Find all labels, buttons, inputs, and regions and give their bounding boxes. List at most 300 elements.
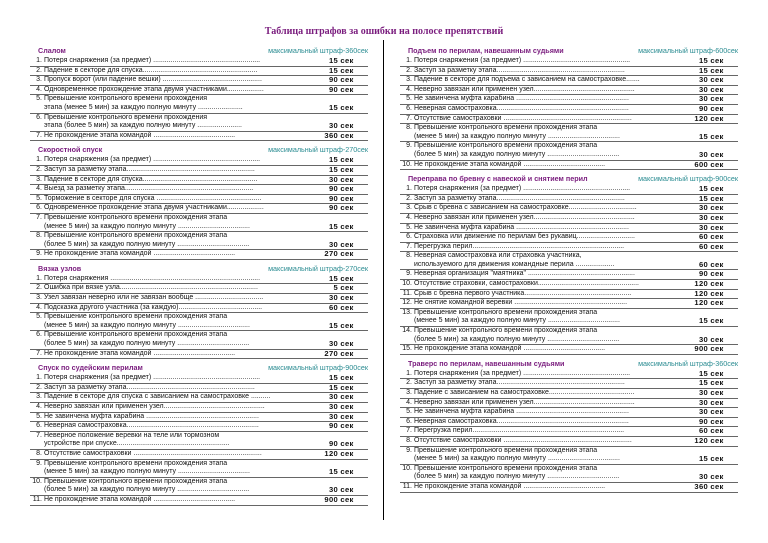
penalty-row	[30, 350, 368, 360]
penalty-seconds: 120	[694, 113, 708, 123]
penalty-unit: сек	[710, 103, 724, 113]
item-number: 11.	[32, 495, 42, 503]
penalty-unit: сек	[710, 344, 724, 354]
penalty-row	[30, 156, 368, 166]
penalty-seconds: 15	[698, 193, 708, 203]
penalty-value	[672, 418, 738, 427]
penalty-value	[302, 384, 368, 393]
penalty-value	[672, 185, 738, 194]
penalty-seconds: 15	[698, 316, 708, 326]
item-text: Неверно завязан или применен узел....................................................	[414, 85, 635, 93]
penalty-value	[672, 483, 738, 492]
penalty-seconds: 30	[698, 94, 708, 104]
item-number: 5.	[406, 95, 412, 103]
penalty-row	[400, 185, 738, 195]
penalty-row	[400, 233, 738, 243]
item-number: 6.	[406, 417, 412, 425]
item-number: 3.	[36, 294, 42, 302]
item-number: 11.	[402, 289, 412, 297]
penalty-unit: сек	[710, 131, 724, 141]
item-text: Потеря снаряжения (за предмет) .......................................................	[44, 374, 261, 382]
penalty-value	[672, 115, 738, 124]
penalty-seconds: 30	[328, 293, 338, 303]
item-number: 3.	[406, 76, 412, 84]
item-number: 10.	[32, 477, 42, 485]
item-text: Превышение контрольного времени прохождения этапа (более 5 мин) за каждую полную минуту .....................................	[44, 477, 250, 494]
item-number: 6.	[36, 422, 42, 430]
column-divider	[383, 40, 384, 520]
penalty-value	[302, 241, 368, 250]
penalty-seconds: 30	[698, 75, 708, 85]
penalty-unit: сек	[710, 368, 724, 378]
item-text: Превышение контрольного времени прохождения этапа (более 5 мин) за каждую полную минуту .....................................	[414, 464, 620, 481]
penalty-value	[672, 437, 738, 446]
item-number: 1.	[406, 185, 412, 193]
penalty-seconds: 360	[694, 481, 708, 491]
item-text: Не завинчена муфта карабина ..........................................................	[414, 223, 629, 231]
item-number: 3.	[406, 389, 412, 396]
penalty-unit: сек	[710, 472, 724, 482]
penalty-row	[30, 294, 368, 304]
section-title: Траверс по перилам, навешанным судьями	[408, 358, 565, 368]
penalty-row	[30, 331, 368, 349]
penalty-value	[672, 57, 738, 66]
penalty-unit: сек	[340, 467, 354, 477]
penalty-row	[30, 313, 368, 331]
penalty-value	[672, 290, 738, 299]
penalty-unit: сек	[340, 339, 354, 349]
penalty-seconds: 30	[328, 485, 338, 495]
item-text: Срыв с бревна с зависанием на самостраховке...................................	[414, 204, 637, 212]
penalty-value	[302, 496, 368, 505]
item-number: 5.	[36, 95, 42, 103]
item-text: Превышение контрольного времени прохождения этапа (менее 5 мин) за каждую полную минуту .....................................	[414, 124, 620, 140]
penalty-value	[302, 185, 368, 194]
penalty-unit: сек	[340, 348, 354, 358]
section-header	[30, 363, 368, 373]
penalty-unit: сек	[340, 273, 354, 283]
item-text: Потеря снаряжения (за предмет) .......................................................	[414, 57, 631, 64]
penalty-unit: сек	[340, 249, 354, 259]
penalty-unit: сек	[710, 75, 724, 85]
section-title: Подъем по перилам, навешанным судьями	[408, 46, 564, 55]
item-number: 13.	[402, 308, 412, 316]
item-text: Падение с зависанием на самостраховке............................................	[414, 389, 635, 396]
item-text: Одновременное прохождение этапа двумя участниками...................	[44, 85, 264, 93]
penalty-unit: сек	[340, 84, 354, 94]
penalty-seconds: 30	[698, 407, 708, 417]
item-number: 2.	[406, 379, 412, 387]
penalty-value	[302, 304, 368, 313]
penalty-section	[30, 363, 368, 505]
item-number: 10.	[402, 280, 412, 288]
penalty-value	[672, 105, 738, 114]
penalty-unit: сек	[340, 392, 354, 402]
penalty-seconds: 30	[328, 392, 338, 402]
item-number: 9.	[406, 446, 412, 454]
penalty-value	[672, 86, 738, 95]
item-number: 2.	[36, 66, 42, 74]
penalty-row	[30, 86, 368, 96]
item-text: Неверная самостраховка....................................................................	[414, 104, 629, 112]
penalty-unit: сек	[710, 454, 724, 464]
penalty-row	[400, 243, 738, 253]
item-number: 4.	[406, 85, 412, 93]
penalty-seconds: 60	[698, 241, 708, 251]
penalty-seconds: 30	[328, 339, 338, 349]
penalty-row	[400, 86, 738, 96]
item-text: Не завинчена муфта карабина ..........................................................	[44, 412, 259, 420]
penalty-value	[672, 336, 738, 345]
item-number: 5.	[36, 313, 42, 321]
penalty-row	[400, 309, 738, 327]
item-text: Превышение контрольного времени прохождения этапа (менее 5 мин) за каждую полную минуту .....................................	[44, 213, 250, 230]
penalty-value	[302, 284, 368, 293]
penalty-row	[30, 384, 368, 394]
penalty-value	[302, 393, 368, 402]
item-text: Перегрузка перил..............................................................................	[414, 242, 625, 250]
item-text: Потеря снаряжения (за предмет) .......................................................	[44, 156, 261, 164]
penalty-unit: сек	[340, 193, 354, 203]
penalty-row	[30, 132, 368, 142]
item-number: 8.	[406, 252, 412, 260]
penalty-value	[672, 317, 738, 326]
penalty-seconds: 30	[698, 222, 708, 232]
item-number: 3.	[36, 393, 42, 401]
penalty-seconds: 15	[328, 221, 338, 231]
penalty-value	[672, 224, 738, 233]
item-text: Потеря снаряжения (за предмет) .......................................................	[44, 57, 261, 64]
item-text: Превышение контрольного времени прохождения этапа (более 5 мин) за каждую полную минуту .....................................	[44, 331, 250, 348]
penalty-row	[400, 204, 738, 214]
penalty-seconds: 15	[698, 184, 708, 194]
item-text: Заступ за разметку этапа..................................................................	[414, 66, 625, 74]
item-text: Неверная самостраховка....................................................................	[44, 422, 259, 430]
penalty-unit: сек	[710, 259, 724, 269]
item-number: 2.	[406, 66, 412, 74]
penalty-unit: сек	[340, 293, 354, 303]
penalty-row	[400, 379, 738, 389]
penalty-unit: сек	[710, 184, 724, 194]
item-number: 7.	[36, 349, 42, 357]
penalty-unit: сек	[710, 416, 724, 426]
penalty-seconds: 15	[328, 467, 338, 477]
item-text: Отсутствие страховки, самостраховки....................................................	[414, 280, 639, 288]
penalty-seconds: 15	[698, 368, 708, 378]
penalty-unit: сек	[340, 121, 354, 131]
penalty-seconds: 90	[328, 193, 338, 203]
penalty-value	[672, 195, 738, 204]
penalty-unit: сек	[340, 102, 354, 112]
penalty-seconds: 90	[328, 184, 338, 194]
penalty-row	[400, 252, 738, 270]
penalty-section	[400, 46, 738, 170]
penalty-seconds: 30	[698, 203, 708, 213]
penalty-row	[30, 374, 368, 384]
penalty-unit: сек	[340, 283, 354, 293]
penalty-value	[302, 350, 368, 359]
item-number: 4.	[406, 213, 412, 221]
item-text: Неверно завязан или применен узел....................................................	[44, 403, 265, 410]
item-number: 7.	[406, 427, 412, 435]
penalty-row	[30, 304, 368, 314]
penalty-value	[672, 67, 738, 76]
penalty-seconds: 120	[694, 279, 708, 289]
section-title: Слалом	[38, 46, 66, 55]
penalty-row	[400, 418, 738, 428]
penalty-row	[30, 176, 368, 186]
penalty-seconds: 15	[328, 273, 338, 283]
penalty-seconds: 15	[698, 378, 708, 388]
item-number: 4.	[36, 403, 42, 410]
penalty-unit: сек	[710, 84, 724, 94]
penalty-row	[400, 408, 738, 418]
item-number: 7.	[36, 431, 42, 439]
item-number: 10.	[402, 464, 412, 472]
item-number: 6.	[406, 104, 412, 112]
penalty-row	[30, 232, 368, 250]
penalty-unit: сек	[710, 222, 724, 232]
penalty-value	[672, 233, 738, 242]
item-text: Отсутствие самостраховки ..................................................................	[414, 114, 632, 122]
penalty-unit: сек	[710, 56, 724, 65]
penalty-row	[400, 224, 738, 234]
penalty-value	[302, 294, 368, 303]
item-text: Не прохождение этапа командой ..........................................	[414, 345, 606, 353]
penalty-value	[302, 204, 368, 213]
item-number: 7.	[36, 213, 42, 221]
penalty-row	[30, 57, 368, 67]
penalty-seconds: 120	[694, 435, 708, 445]
penalty-unit: сек	[710, 65, 724, 75]
page-title: Таблица штрафов за ошибки на полосе препятствий	[264, 26, 504, 37]
penalty-unit: сек	[710, 159, 724, 169]
section-title: Вязка узлов	[38, 263, 82, 273]
item-text: Превышение контрольного времени прохождения этапа (менее 5 мин) за каждую полную минуту .....................................	[44, 313, 250, 329]
penalty-seconds: 270	[324, 348, 338, 358]
penalty-unit: сек	[340, 494, 354, 504]
item-text: Торможение в секторе для спуска ......................................................	[44, 194, 262, 202]
item-number: 4.	[406, 398, 412, 406]
item-number: 9.	[406, 142, 412, 150]
item-number: 6.	[36, 113, 42, 121]
item-number: 9.	[406, 270, 412, 278]
item-number: 5.	[36, 194, 42, 202]
penalty-value	[302, 450, 368, 459]
item-text: Не завинчена муфта карабина ..........................................................	[414, 408, 629, 416]
penalty-unit: сек	[710, 397, 724, 407]
penalty-row	[30, 496, 368, 506]
item-text: Превышение контрольного времени прохождения этапа (более 5 мин) за каждую полную минуту .....................................	[414, 142, 620, 158]
penalty-row	[400, 142, 738, 160]
penalty-value	[672, 455, 738, 464]
penalty-value	[302, 422, 368, 431]
item-text: Отсутствие самостраховки ..................................................................	[44, 449, 262, 457]
penalty-seconds: 90	[328, 439, 338, 449]
penalty-seconds: 900	[694, 344, 708, 354]
penalty-value	[672, 473, 738, 482]
penalty-section	[30, 145, 368, 260]
penalty-value	[302, 250, 368, 259]
penalty-value	[302, 374, 368, 383]
penalty-unit: сек	[340, 439, 354, 449]
penalty-seconds: 30	[328, 411, 338, 421]
item-text: Заступ за разметку этапа..................................................................	[414, 194, 625, 202]
item-text: Перегрузка перил..............................................................................	[414, 427, 625, 435]
item-text: Выезд за разметку этапа..................................................................	[44, 185, 254, 193]
penalty-value	[302, 176, 368, 185]
penalty-value	[302, 403, 368, 412]
penalty-seconds: 90	[328, 421, 338, 431]
item-number: 4.	[36, 85, 42, 93]
penalty-section	[400, 359, 738, 493]
penalty-row	[400, 195, 738, 205]
penalty-unit: сек	[710, 288, 724, 298]
penalty-section	[400, 174, 738, 355]
penalty-row	[30, 284, 368, 294]
penalty-value	[672, 161, 738, 170]
penalty-unit: сек	[710, 94, 724, 104]
penalty-unit: сек	[340, 174, 354, 184]
item-text: Потеря снаряжения .............................................................................	[44, 274, 261, 282]
penalty-value	[672, 408, 738, 417]
penalty-value	[302, 413, 368, 422]
penalty-row	[30, 403, 368, 413]
penalty-value	[672, 270, 738, 279]
penalty-unit: сек	[340, 402, 354, 411]
item-number: 8.	[36, 449, 42, 457]
penalty-unit: сек	[340, 373, 354, 383]
item-number: 6.	[36, 204, 42, 212]
penalty-unit: сек	[340, 421, 354, 431]
item-number: 1.	[36, 57, 42, 64]
penalty-seconds: 30	[698, 472, 708, 482]
penalty-value	[672, 243, 738, 252]
penalty-row	[30, 114, 368, 132]
item-number: 15.	[402, 345, 412, 353]
penalty-unit: сек	[710, 241, 724, 251]
penalty-seconds: 600	[694, 159, 708, 169]
penalty-seconds: 270	[324, 249, 338, 259]
penalty-row	[30, 393, 368, 403]
item-text: Не прохождение этапа командой ..........................................	[44, 250, 236, 258]
item-number: 2.	[36, 284, 42, 292]
penalty-row	[30, 95, 368, 113]
left-column	[30, 46, 368, 510]
penalty-seconds: 60	[698, 232, 708, 242]
penalty-value	[672, 261, 738, 270]
item-text: Не завинчена муфта карабина ..........................................................	[414, 95, 629, 103]
section-max-penalty: максимальный штраф-270сек	[268, 145, 368, 155]
section-header	[400, 174, 738, 184]
penalty-seconds: 60	[328, 302, 338, 312]
item-text: Падение в секторе для спуска с зависанием на самостраховке ..........	[44, 393, 271, 401]
penalty-value	[672, 299, 738, 308]
penalty-seconds: 30	[698, 388, 708, 397]
penalty-seconds: 30	[328, 402, 338, 411]
item-text: Ошибка при вязке узла.......................................................................	[44, 284, 258, 292]
penalty-row	[400, 299, 738, 309]
penalty-value	[302, 486, 368, 495]
penalty-unit: сек	[340, 411, 354, 421]
penalty-row	[400, 270, 738, 280]
item-text: Одновременное прохождение этапа двумя участниками...................	[44, 204, 264, 212]
penalty-row	[400, 290, 738, 300]
item-number: 5.	[406, 223, 412, 231]
penalty-value	[672, 370, 738, 379]
penalty-seconds: 30	[328, 174, 338, 184]
item-text: Превышение контрольного времени прохождения этапа (менее 5 мин) за каждую полную минуту .....................................	[414, 308, 620, 325]
item-number: 5.	[406, 408, 412, 416]
item-number: 2.	[406, 194, 412, 202]
penalty-unit: сек	[340, 221, 354, 231]
penalty-seconds: 360	[324, 130, 338, 140]
penalty-seconds: 30	[698, 149, 708, 159]
penalty-seconds: 90	[698, 416, 708, 426]
penalty-row	[400, 76, 738, 86]
penalty-row	[400, 124, 738, 142]
item-number: 1.	[406, 369, 412, 377]
penalty-unit: сек	[340, 302, 354, 312]
penalty-row	[400, 437, 738, 447]
penalty-seconds: 30	[328, 121, 338, 131]
penalty-unit: сек	[340, 75, 354, 85]
penalty-unit: сек	[340, 448, 354, 458]
penalty-value	[302, 275, 368, 284]
penalty-row	[400, 447, 738, 465]
item-number: 7.	[406, 242, 412, 250]
penalty-row	[30, 432, 368, 450]
penalty-unit: сек	[710, 149, 724, 159]
penalty-row	[30, 166, 368, 176]
penalty-row	[30, 250, 368, 260]
item-number: 5.	[36, 412, 42, 420]
penalty-section	[30, 264, 368, 359]
penalty-unit: сек	[710, 334, 724, 344]
penalty-seconds: 30	[698, 397, 708, 407]
penalty-row	[400, 370, 738, 380]
penalty-unit: сек	[710, 378, 724, 388]
item-text: Падение в секторе для спуска...........................................................	[44, 175, 258, 183]
penalty-row	[30, 478, 368, 496]
penalty-row	[400, 483, 738, 493]
penalty-row	[400, 161, 738, 171]
item-number: 3.	[406, 204, 412, 212]
item-number: 6.	[406, 233, 412, 241]
penalty-unit: сек	[710, 435, 724, 445]
penalty-unit: сек	[340, 130, 354, 140]
penalty-row	[400, 95, 738, 105]
item-text: Превышение контрольного времени прохождения этапа (более 5 мин) за каждую полную минуту .....................................	[44, 232, 250, 248]
penalty-value	[302, 440, 368, 449]
penalty-row	[30, 422, 368, 432]
penalty-value	[302, 166, 368, 175]
penalty-unit: сек	[710, 203, 724, 213]
item-text: Не прохождение этапа командой ..........................................	[44, 349, 236, 357]
item-text: Заступ за разметку этапа..................................................................	[44, 165, 255, 173]
section-title: Спуск по судейским перилам	[38, 363, 143, 373]
item-number: 1.	[406, 57, 412, 64]
penalty-unit: сек	[710, 269, 724, 279]
item-text: Неверно завязан или применен узел....................................................	[414, 213, 635, 221]
penalty-value	[672, 204, 738, 213]
penalty-seconds: 15	[698, 56, 708, 65]
penalty-seconds: 15	[698, 65, 708, 75]
item-text: Неверная самостраховка....................................................................	[414, 417, 629, 425]
penalty-seconds: 15	[328, 320, 338, 330]
penalty-unit: сек	[340, 164, 354, 174]
penalty-value	[672, 389, 738, 398]
